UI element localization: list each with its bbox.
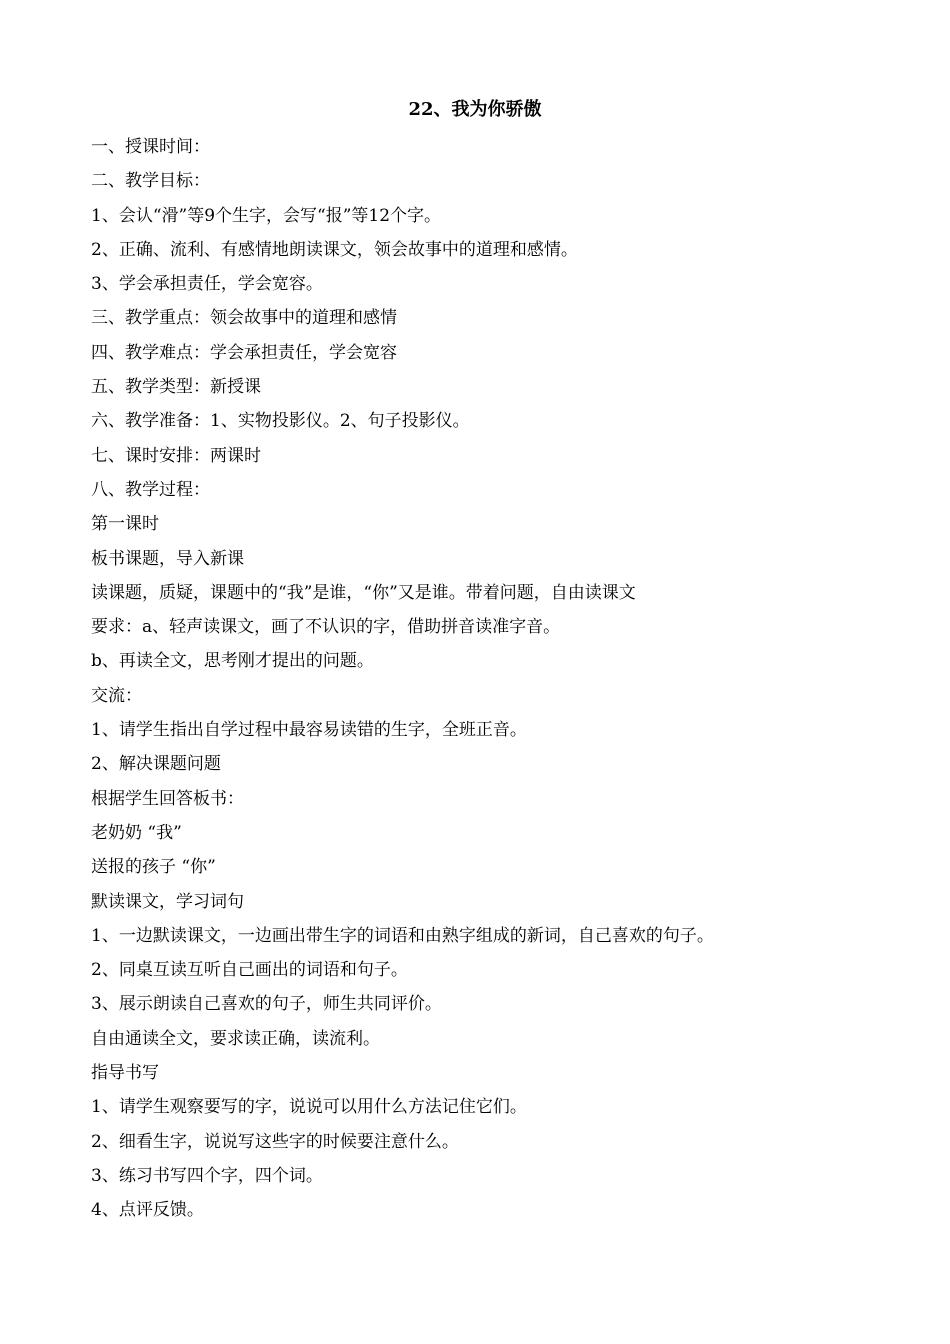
text-line: 老奶奶 “我”	[91, 822, 182, 843]
text-line: 2、同桌互读互听自己画出的词语和句子。	[91, 960, 408, 981]
text-line: 3、学会承担责任，学会宽容。	[91, 274, 323, 295]
text-line: 3、展示朗读自己喜欢的句子，师生共同评价。	[91, 994, 442, 1015]
text-line: 八、教学过程：	[91, 479, 210, 500]
text-line: 四、教学难点：学会承担责任，学会宽容	[91, 342, 397, 363]
text-line: b、再读全文，思考刚才提出的问题。	[91, 651, 374, 672]
text-line: 要求：a、轻声读课文，画了不认识的字，借助拼音读准字音。	[91, 617, 561, 638]
text-line: 根据学生回答板书：	[91, 788, 244, 809]
text-line: 七、课时安排：两课时	[91, 445, 261, 466]
text-line: 六、教学准备：1、实物投影仪。2、句子投影仪。	[91, 411, 470, 432]
text-line: 2、正确、流利、有感情地朗读课文，领会故事中的道理和感情。	[91, 239, 578, 260]
text-line: 3、练习书写四个字，四个词。	[91, 1165, 323, 1186]
text-line: 1、请学生指出自学过程中最容易读错的生字，全班正音。	[91, 720, 527, 741]
text-line: 自由通读全文，要求读正确，读流利。	[91, 1028, 380, 1049]
text-line: 2、解决课题问题	[91, 754, 221, 775]
text-line: 交流：	[91, 685, 142, 706]
text-line: 读课题，质疑，课题中的“我”是谁，“你”又是谁。带着问题，自由读课文	[91, 582, 636, 603]
text-line: 1、会认“滑”等9个生字，会写“报”等12个字。	[91, 205, 442, 226]
text-line: 默读课文，学习词句	[91, 891, 244, 912]
text-line: 指导书写	[91, 1063, 159, 1084]
document-body	[91, 130, 911, 1228]
text-line: 4、点评反馈。	[91, 1200, 204, 1221]
text-line: 板书课题，导入新课	[91, 548, 244, 569]
document-title: 22、我为你骄傲	[408, 99, 542, 120]
text-line: 1、一边默读课文，一边画出带生字的词语和由熟字组成的新词，自己喜欢的句子。	[91, 925, 714, 946]
text-line: 1、请学生观察要写的字，说说可以用什么方法记住它们。	[91, 1097, 527, 1118]
text-line: 2、细看生字，说说写这些字的时候要注意什么。	[91, 1131, 459, 1152]
text-line: 第一课时	[91, 514, 159, 535]
text-line: 三、教学重点：领会故事中的道理和感情	[91, 308, 397, 329]
text-line: 二、教学目标：	[91, 171, 210, 192]
text-line: 一、授课时间：	[91, 137, 210, 157]
text-line: 送报的孩子 “你”	[91, 857, 216, 878]
text-line: 五、教学类型：新授课	[91, 377, 261, 398]
